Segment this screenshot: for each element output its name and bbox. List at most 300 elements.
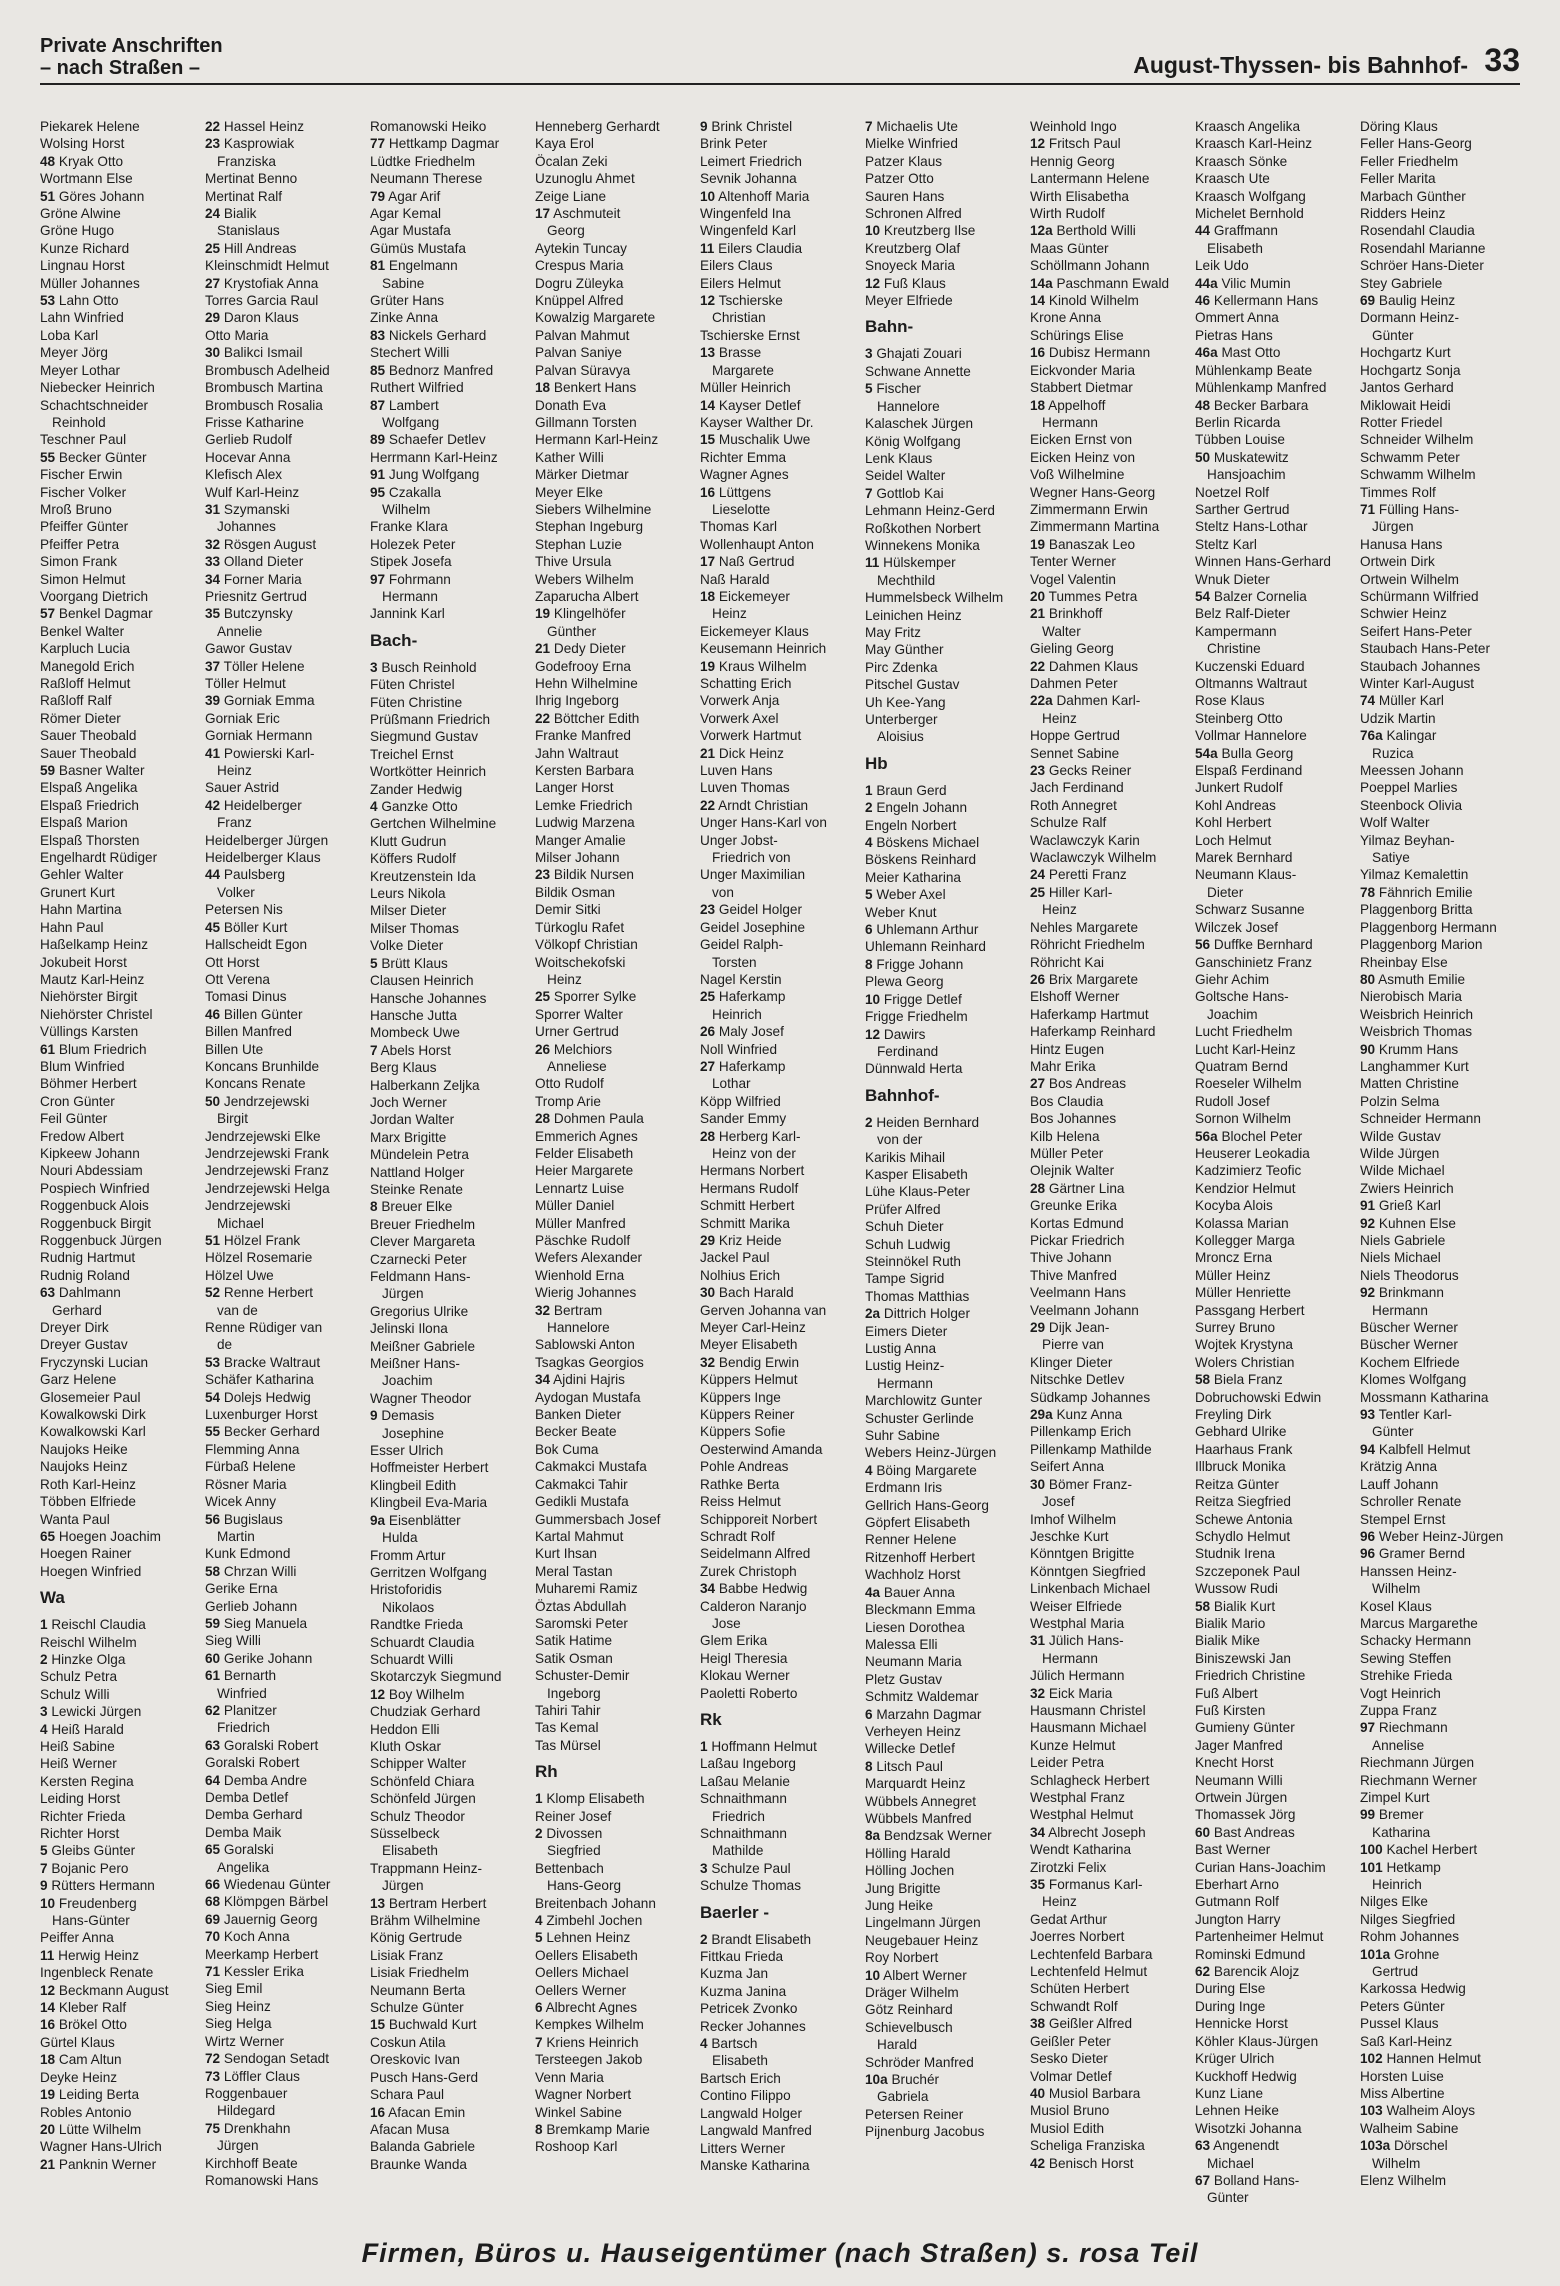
resident-name: Heidelberger Jürgen: [205, 832, 329, 848]
resident-name: Partenheimer Helmut: [1195, 1929, 1324, 1945]
house-number: 8: [865, 956, 873, 972]
resident-name: Barencik Alojz: [1213, 1964, 1300, 1980]
resident-name: Karkossa Hedwig: [1360, 1981, 1466, 1997]
resident-name: Volmar Detlef: [1030, 2068, 1112, 2084]
entry-continuation: [1360, 1824, 1518, 1841]
resident-name: Hummelsbeck Wilhelm: [865, 590, 1004, 606]
resident-name: Fähnrich Emilie: [1378, 884, 1473, 900]
resident-name: Büscher Werner: [1360, 1320, 1458, 1336]
resident-name: Breuer Elke: [381, 1199, 453, 1215]
directory-entry: [1195, 118, 1353, 135]
directory-entry: [40, 919, 198, 936]
resident-name: Leiding Horst: [40, 1791, 121, 1807]
resident-name: Ortwein Jürgen: [1195, 1790, 1288, 1805]
resident-name: Mast Otto: [1221, 345, 1281, 361]
resident-name: Kachel Herbert: [1386, 1842, 1478, 1858]
resident-name: Wussow Rudi: [1195, 1581, 1278, 1597]
directory-entry: [40, 1738, 198, 1755]
resident-name: Schuh Ludwig: [865, 1236, 951, 1252]
directory-entry: [1195, 292, 1353, 309]
entry-continuation: [1030, 710, 1188, 727]
resident-name: Gedikli Mustafa: [535, 1494, 629, 1510]
directory-entry: [370, 257, 528, 274]
directory-entry: [1195, 536, 1353, 553]
resident-name: Aydogan Mustafa: [535, 1389, 641, 1405]
house-number: 10: [700, 188, 716, 204]
entry-continuation: [370, 588, 528, 605]
directory-entry: [700, 1284, 858, 1301]
directory-entry: [1360, 257, 1518, 274]
resident-name: Hahn Paul: [40, 919, 104, 935]
resident-name: Wachholz Horst: [865, 1567, 961, 1583]
resident-name: Powierski Karl-: [223, 745, 315, 761]
house-number: 73: [205, 2068, 221, 2084]
resident-name: Pletz Gustav: [865, 1671, 943, 1687]
directory-entry: [370, 170, 528, 187]
directory-entry: [40, 884, 198, 901]
directory-entry: [1360, 1806, 1518, 1823]
entry-continuation: [370, 1842, 528, 1859]
directory-entry: [1030, 1267, 1188, 1284]
resident-name: Hermann: [382, 588, 438, 604]
resident-name: Frigge Detlef: [883, 991, 962, 1007]
directory-entry: [1030, 362, 1188, 379]
resident-name: Brink Christel: [711, 119, 793, 134]
directory-entry: [700, 2018, 858, 2035]
directory-entry: [1030, 832, 1188, 849]
house-number: 71: [1360, 501, 1376, 517]
directory-entry: [1195, 1354, 1353, 1371]
resident-name: Heinrich: [1372, 1877, 1422, 1893]
directory-entry: [865, 1288, 1023, 1305]
directory-entry: [1030, 222, 1188, 239]
directory-entry: [1360, 1615, 1518, 1632]
resident-name: Schulze Günter: [370, 2000, 464, 2016]
directory-entry: [865, 1671, 1023, 1688]
directory-entry: [535, 414, 693, 431]
resident-name: Wilhelm: [1372, 1581, 1421, 1597]
directory-entry: [40, 814, 198, 831]
directory-entry: [1360, 797, 1518, 814]
resident-name: Töller Helene: [223, 658, 305, 674]
directory-entry: [1030, 2085, 1188, 2102]
directory-entry: [535, 640, 693, 657]
house-number: 2a: [865, 1306, 881, 1322]
directory-entry: [1195, 257, 1353, 274]
house-number: 35: [1030, 1877, 1046, 1893]
directory-entry: [370, 2138, 528, 2155]
directory-entry: [865, 1497, 1023, 1514]
resident-name: Simon Helmut: [40, 571, 126, 587]
directory-entry: [205, 327, 363, 344]
resident-name: Kunk Edmond: [205, 1546, 291, 1562]
house-number: 23: [700, 902, 716, 918]
house-number: 16: [40, 2017, 56, 2033]
directory-entry: [1195, 2085, 1353, 2102]
house-number: 10: [865, 1967, 881, 1983]
resident-name: Passgang Herbert: [1195, 1302, 1305, 1318]
resident-name: Rösgen August: [223, 536, 317, 552]
resident-name: Heiß Werner: [40, 1756, 117, 1772]
house-number: 14: [1030, 293, 1046, 309]
resident-name: Deyke Heinz: [40, 2069, 118, 2085]
resident-name: Muharemi Ramiz: [535, 1581, 638, 1597]
directory-entry: [1360, 1075, 1518, 1092]
directory-entry: [700, 1371, 858, 1388]
resident-name: Curian Hans-Joachim: [1195, 1859, 1326, 1875]
directory-entry: [535, 1982, 693, 1999]
house-number: 55: [40, 449, 56, 465]
resident-name: Bauer Anna: [883, 1584, 955, 1600]
directory-entry: [1195, 1615, 1353, 1632]
directory-entry: [1195, 1789, 1353, 1806]
directory-entry: [865, 991, 1023, 1008]
resident-name: Manegold Erich: [40, 658, 135, 674]
resident-name: Frisse Katharine: [205, 414, 304, 430]
directory-entry: [865, 554, 1023, 571]
directory-entry: [535, 1371, 693, 1388]
directory-entry: [205, 1476, 363, 1493]
directory-entry: [1360, 640, 1518, 657]
directory-entry: [205, 1511, 363, 1528]
resident-name: Mathilde: [712, 1843, 764, 1859]
directory-entry: [40, 988, 198, 1005]
directory-entry: [700, 745, 858, 762]
resident-name: Bugislaus: [223, 1511, 283, 1527]
resident-name: Westphal Helmut: [1030, 1807, 1134, 1823]
resident-name: Nehles Margarete: [1030, 919, 1139, 935]
directory-entry: [865, 1845, 1023, 1862]
house-number: 101a: [1360, 1946, 1391, 1962]
directory-entry: [1195, 1476, 1353, 1493]
directory-entry: [370, 484, 528, 501]
directory-entry: [865, 450, 1023, 467]
entry-continuation: [1030, 1336, 1188, 1353]
resident-name: Gehler Walter: [40, 867, 124, 883]
directory-entry: [1195, 501, 1353, 518]
directory-entry: [205, 971, 363, 988]
resident-name: Mossmann Katharina: [1360, 1389, 1489, 1405]
resident-name: Weisbrich Heinrich: [1360, 1006, 1474, 1022]
directory-entry: [205, 866, 363, 883]
directory-entry: [205, 901, 363, 918]
resident-name: Sieg Emil: [205, 1981, 263, 1997]
directory-entry: [535, 1580, 693, 1597]
directory-entry: [1030, 1284, 1188, 1301]
resident-name: Walheim Aloys: [1386, 2103, 1476, 2119]
house-number: 60: [205, 1650, 221, 1666]
entry-continuation: [205, 2137, 363, 2154]
directory-entry: [535, 466, 693, 483]
resident-name: Goralski: [223, 1842, 274, 1858]
directory-entry: [865, 2071, 1023, 2088]
house-number: 3: [370, 659, 378, 675]
resident-name: Heinz: [1042, 902, 1077, 918]
directory-entry: [1030, 1928, 1188, 1945]
house-number: 46: [1195, 293, 1211, 309]
directory-entry: [700, 1058, 858, 1075]
resident-name: Muskatewitz: [1213, 449, 1289, 465]
resident-name: Vogt Heinrich: [1360, 1685, 1441, 1701]
directory-entry: [40, 1006, 198, 1023]
resident-name: Gertchen Wilhelmine: [370, 816, 497, 832]
resident-name: Jendrzejewski: [205, 1198, 291, 1214]
resident-name: Czakalla: [388, 484, 442, 500]
resident-name: Cakmakci Mustafa: [535, 1459, 647, 1475]
resident-name: Röhricht Kai: [1030, 954, 1105, 970]
resident-name: Schröder Manfred: [865, 2054, 974, 2070]
directory-entry: [1195, 1580, 1353, 1597]
resident-name: Tenter Werner: [1030, 554, 1116, 570]
house-number: 48: [40, 153, 56, 169]
directory-entry: [865, 380, 1023, 397]
directory-entry: [40, 1511, 198, 1528]
resident-name: Katharina: [1372, 1824, 1431, 1840]
directory-entry: [535, 1528, 693, 1545]
directory-entry: [865, 2123, 1023, 2140]
directory-entry: [1195, 397, 1353, 414]
house-number: 34: [1030, 1824, 1046, 1840]
resident-name: Bialik: [223, 206, 257, 222]
resident-name: Pospiech Winfried: [40, 1180, 150, 1196]
resident-name: Staubach Hans-Peter: [1360, 641, 1490, 657]
house-number: 103: [1360, 2103, 1383, 2119]
directory-entry: [1360, 153, 1518, 170]
directory-entry: [1195, 710, 1353, 727]
resident-name: Kuhnen Else: [1378, 1215, 1456, 1231]
house-number: 4: [370, 799, 378, 815]
resident-name: Jach Ferdinand: [1030, 780, 1124, 796]
resident-name: Müller Henriette: [1195, 1285, 1291, 1301]
entry-continuation: [1195, 884, 1353, 901]
resident-name: Klingelhöfer: [553, 606, 626, 622]
resident-name: Hermann: [1372, 1302, 1428, 1318]
resident-name: Michelet Bernhold: [1195, 206, 1304, 222]
directory-entry: [40, 275, 198, 292]
directory-entry: [1195, 1928, 1353, 1945]
resident-name: Gerhard: [52, 1302, 102, 1318]
directory-entry: [535, 1912, 693, 1929]
resident-name: Kersten Regina: [40, 1773, 134, 1789]
resident-name: Westphal Franz: [1030, 1790, 1125, 1805]
directory-entry: [1360, 1841, 1518, 1858]
directory-entry: [1360, 1371, 1518, 1388]
resident-name: Tampe Sigrid: [865, 1271, 945, 1287]
resident-name: Otto Maria: [205, 327, 269, 343]
resident-name: Fischer Erwin: [40, 467, 123, 483]
resident-name: Dahmen Klaus: [1048, 658, 1139, 674]
resident-name: Wingenfeld Karl: [700, 223, 796, 239]
resident-name: Skotarczyk Siegmund: [370, 1669, 502, 1685]
directory-entry: [1360, 1650, 1518, 1667]
resident-name: von: [712, 884, 734, 900]
directory-entry: [205, 309, 363, 326]
resident-name: Jürgen: [382, 1286, 424, 1302]
house-number: 2: [865, 800, 873, 816]
resident-name: Rosendahl Marianne: [1360, 240, 1486, 256]
resident-name: Gümüs Mustafa: [370, 240, 466, 256]
resident-name: Hehn Wilhelmine: [535, 676, 638, 691]
directory-entry: [1195, 449, 1353, 466]
directory-entry: [370, 362, 528, 379]
directory-entry: [1030, 484, 1188, 501]
entry-continuation: [700, 501, 858, 518]
directory-entry: [1360, 1928, 1518, 1945]
directory-entry: [205, 292, 363, 309]
directory-entry: [205, 1232, 363, 1249]
directory-entry: [1030, 1772, 1188, 1789]
resident-name: Kirchhoff Beate: [205, 2155, 298, 2171]
resident-name: Uzunoglu Ahmet: [535, 171, 635, 187]
directory-entry: [205, 849, 363, 866]
resident-name: Lisiak Friedhelm: [370, 1965, 469, 1981]
resident-name: Ludwig Marzena: [535, 815, 635, 831]
house-number: 14: [700, 397, 716, 413]
directory-entry: [1030, 553, 1188, 570]
directory-entry: [1195, 1667, 1353, 1684]
resident-name: Nilges Elke: [1360, 1894, 1428, 1910]
resident-name: Goltsche Hans-: [1195, 989, 1289, 1005]
directory-entry: [700, 919, 858, 936]
directory-entry: [40, 571, 198, 588]
directory-entry: [1030, 814, 1188, 831]
resident-name: Kasper Elisabeth: [865, 1166, 968, 1182]
resident-name: Cron Günter: [40, 1093, 115, 1109]
resident-name: Klingbeil Edith: [370, 1477, 457, 1493]
resident-name: Meral Tastan: [535, 1563, 613, 1579]
resident-name: Nierobisch Maria: [1360, 989, 1462, 1005]
resident-name: Hermans Rudolf: [700, 1180, 799, 1196]
resident-name: Hintz Eugen: [1030, 1041, 1105, 1057]
resident-name: Weber Axel: [876, 887, 946, 903]
resident-name: Weber Heinz-Jürgen: [1378, 1528, 1504, 1544]
directory-entry: [535, 344, 693, 361]
directory-entry: [370, 240, 528, 257]
directory-entry: [370, 2104, 528, 2121]
directory-entry: [700, 327, 858, 344]
directory-entry: [370, 1442, 528, 1459]
house-number: 16: [370, 2104, 386, 2120]
resident-name: Müller Daniel: [535, 1198, 615, 1214]
entry-continuation: [535, 623, 693, 640]
resident-name: Heinz von der: [712, 1145, 796, 1161]
directory-entry: [370, 1355, 528, 1372]
directory-entry: [205, 1493, 363, 1510]
directory-entry: [865, 1479, 1023, 1496]
resident-name: Schmitt Marika: [700, 1215, 790, 1231]
resident-name: Venn Maria: [535, 2069, 604, 2085]
directory-entry: [1195, 1215, 1353, 1232]
entry-continuation: [40, 1302, 198, 1319]
directory-entry: [1360, 292, 1518, 309]
resident-name: Mroncz Erna: [1195, 1250, 1273, 1266]
resident-name: Albrecht Agnes: [545, 2000, 638, 2016]
directory-entry: [1030, 640, 1188, 657]
resident-name: Böing Margarete: [876, 1462, 977, 1478]
resident-name: Dawirs: [883, 1026, 926, 1042]
directory-entry: [535, 1964, 693, 1981]
directory-entry: [370, 292, 528, 309]
resident-name: Köpp Wilfried: [700, 1093, 781, 1109]
resident-name: Saromski Peter: [535, 1615, 628, 1631]
resident-name: Berthold Willi: [1056, 223, 1136, 239]
directory-entry: [700, 2000, 858, 2017]
directory-entry: [1030, 1197, 1188, 1214]
directory-entry: [40, 170, 198, 187]
directory-entry: [1195, 518, 1353, 535]
resident-name: Rheinbay Else: [1360, 954, 1448, 970]
directory-entry: [700, 1948, 858, 1965]
street-heading: Bahnhof-: [865, 1085, 940, 1105]
resident-name: Tomasi Dinus: [205, 989, 287, 1005]
directory-entry: [1195, 135, 1353, 152]
directory-entry: [865, 694, 1023, 711]
house-number: 11: [700, 240, 715, 256]
resident-name: Fuß Kirsten: [1195, 1702, 1266, 1718]
resident-name: Udzik Martin: [1360, 710, 1436, 726]
resident-name: Goralski Robert: [205, 1755, 300, 1771]
resident-name: Balikci Ismail: [223, 345, 303, 361]
directory-entry: [700, 1476, 858, 1493]
directory-entry: [1360, 2102, 1518, 2119]
house-number: 34: [205, 571, 221, 587]
directory-entry: [700, 1685, 858, 1702]
directory-entry: [700, 205, 858, 222]
resident-name: Engelmann: [388, 258, 458, 274]
resident-name: Märker Dietmar: [535, 467, 629, 483]
directory-entry: [865, 1392, 1023, 1409]
directory-entry: [865, 886, 1023, 903]
resident-name: Kollegger Marga: [1195, 1233, 1295, 1248]
resident-name: Völkopf Christian: [535, 937, 638, 953]
directory-entry: [865, 1060, 1023, 1077]
street-heading: Rh: [535, 1762, 558, 1782]
directory-entry: [1195, 1145, 1353, 1162]
directory-entry: [700, 135, 858, 152]
directory-entry: [370, 781, 528, 798]
resident-name: Heinz: [1042, 710, 1077, 726]
directory-entry: [40, 1423, 198, 1440]
directory-entry: [535, 449, 693, 466]
directory-entry: [1030, 292, 1188, 309]
resident-name: Döring Klaus: [1360, 119, 1438, 134]
directory-entry: [40, 1180, 198, 1197]
resident-name: Yilmaz Beyhan-: [1360, 832, 1455, 848]
directory-entry: [370, 188, 528, 205]
directory-entry: [700, 397, 858, 414]
directory-entry: [40, 2069, 198, 2086]
directory-entry: [205, 1737, 363, 1754]
resident-name: Bildik Nursen: [553, 867, 634, 883]
directory-entry: [535, 327, 693, 344]
house-number: 5: [370, 955, 378, 971]
directory-entry: [700, 1545, 858, 1562]
directory-entry: [1360, 658, 1518, 675]
directory-entry: [1030, 1632, 1188, 1649]
directory-entry: [205, 1423, 363, 1440]
house-number: 74: [1360, 693, 1376, 709]
resident-name: Dieter: [1207, 884, 1244, 900]
house-number: 96: [1360, 1528, 1376, 1544]
resident-name: Kipkeew Johann: [40, 1145, 140, 1161]
directory-entry: [1195, 971, 1353, 988]
house-number: 50: [1195, 449, 1211, 465]
house-number: 21: [1030, 606, 1046, 622]
directory-entry: [40, 553, 198, 570]
house-number: 13: [700, 345, 716, 361]
directory-entry: [205, 936, 363, 953]
directory-entry: [1030, 257, 1188, 274]
